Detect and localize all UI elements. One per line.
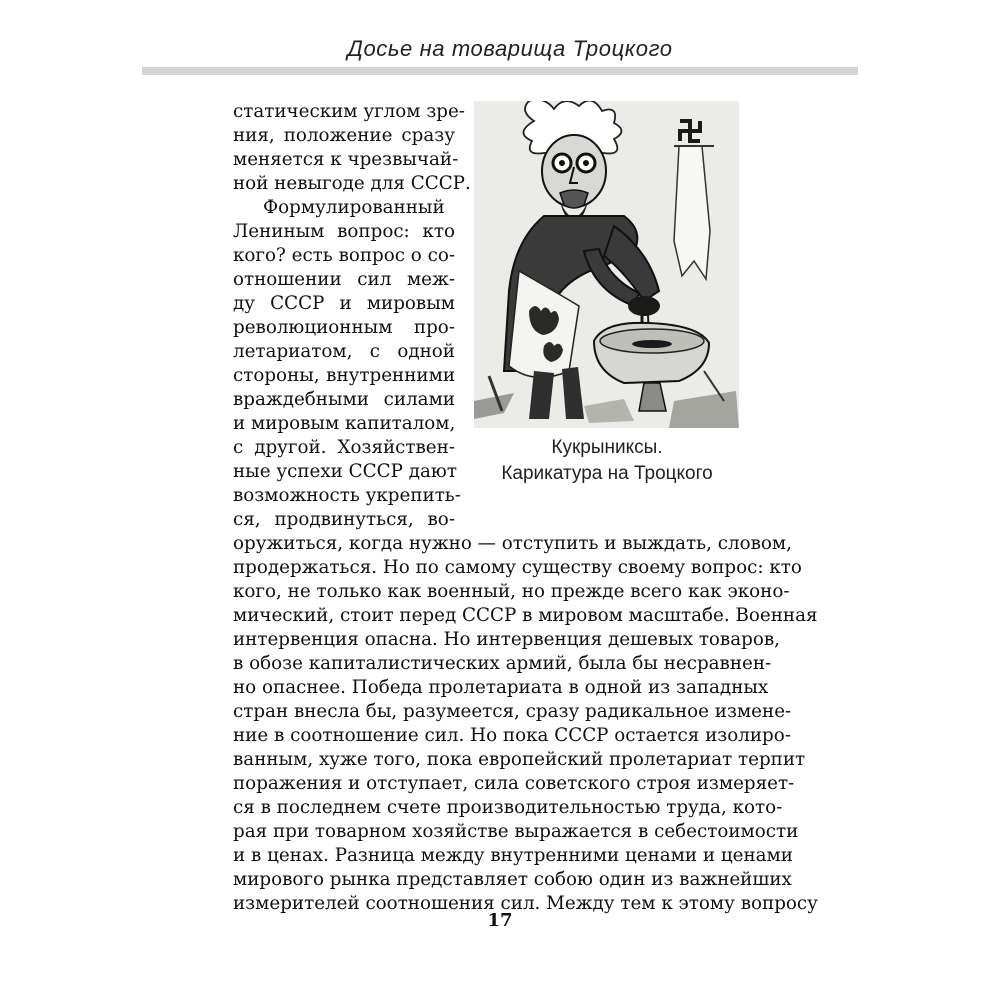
text-line: ной невыгоде для СССР.	[233, 173, 471, 194]
text-line: поражения и отступает, сила советского строя измеряет-	[233, 773, 795, 794]
header-rule	[142, 67, 858, 75]
text-line: интервенция опасна. Но интервенция дешевых товаров,	[233, 629, 780, 650]
text-line: ся, продвинуться, во-	[233, 509, 455, 530]
text-line: оружиться, когда нужно — отступить и выждать, словом,	[233, 533, 792, 554]
text-line: измерителей соотношения сил. Между тем к этому вопросу	[233, 893, 818, 914]
text-line: кого? есть вопрос о со-	[233, 245, 456, 266]
page-number: 17	[487, 910, 513, 931]
text-line: ные успехи СССР дают	[233, 461, 457, 482]
text-line: с другой. Хозяйствен-	[233, 437, 455, 458]
text-line: продержаться. Но по самому существу своему вопрос: кто	[233, 557, 802, 578]
text-line: и в ценах. Разница между внутренними ценами и ценами	[233, 845, 793, 866]
text-line: возможность укрепить-	[233, 485, 461, 506]
text-line: статическим углом зре-	[233, 101, 465, 122]
caricature-drawing	[474, 101, 739, 428]
text-line: стороны, внутренними	[233, 365, 455, 386]
text-line: летариатом, с одной	[233, 341, 455, 362]
text-line: ся в последнем счете производительностью труда, кото-	[233, 797, 783, 818]
text-line: ние в соотношение сил. Но пока СССР остается изолиро-	[233, 725, 791, 746]
text-line: но опаснее. Победа пролетариата в одной из западных	[233, 677, 769, 698]
text-line: мический, стоит перед СССР в мировом масштабе. Военная	[233, 605, 818, 626]
text-line: ванным, хуже того, пока европейский пролетариат терпит	[233, 749, 806, 770]
text-line: Формулированный	[263, 197, 445, 218]
text-line: отношении сил меж-	[233, 269, 455, 290]
text-line: в обозе капиталистических армий, была бы несравнен-	[233, 653, 772, 674]
figure-caption-author: Кукрыниксы.	[551, 437, 663, 458]
text-line: стран внесла бы, разумеется, сразу радикальное измене-	[233, 701, 792, 722]
text-line: мирового рынка представляет собою один из важнейших	[233, 869, 792, 890]
text-line: меняется к чрезвычай-	[233, 149, 459, 170]
text-line: Лениным вопрос: кто	[233, 221, 455, 242]
text-line: ду СССР и мировым	[233, 293, 455, 314]
text-line: рая при товарном хозяйстве выражается в себестоимости	[233, 821, 799, 842]
caricature-illustration	[474, 101, 739, 428]
text-line: революционным про-	[233, 317, 455, 338]
text-line: кого, не только как военный, но прежде всего как эконо-	[233, 581, 790, 602]
text-line: ния, положение сразу	[233, 125, 455, 146]
towel	[674, 146, 710, 279]
running-title: Досье на товарища Троцкого	[347, 36, 673, 61]
text-line: и мировым капиталом,	[233, 413, 456, 434]
figure-caption-title: Карикатура на Троцкого	[501, 463, 713, 484]
text-line: враждебными силами	[233, 389, 455, 410]
